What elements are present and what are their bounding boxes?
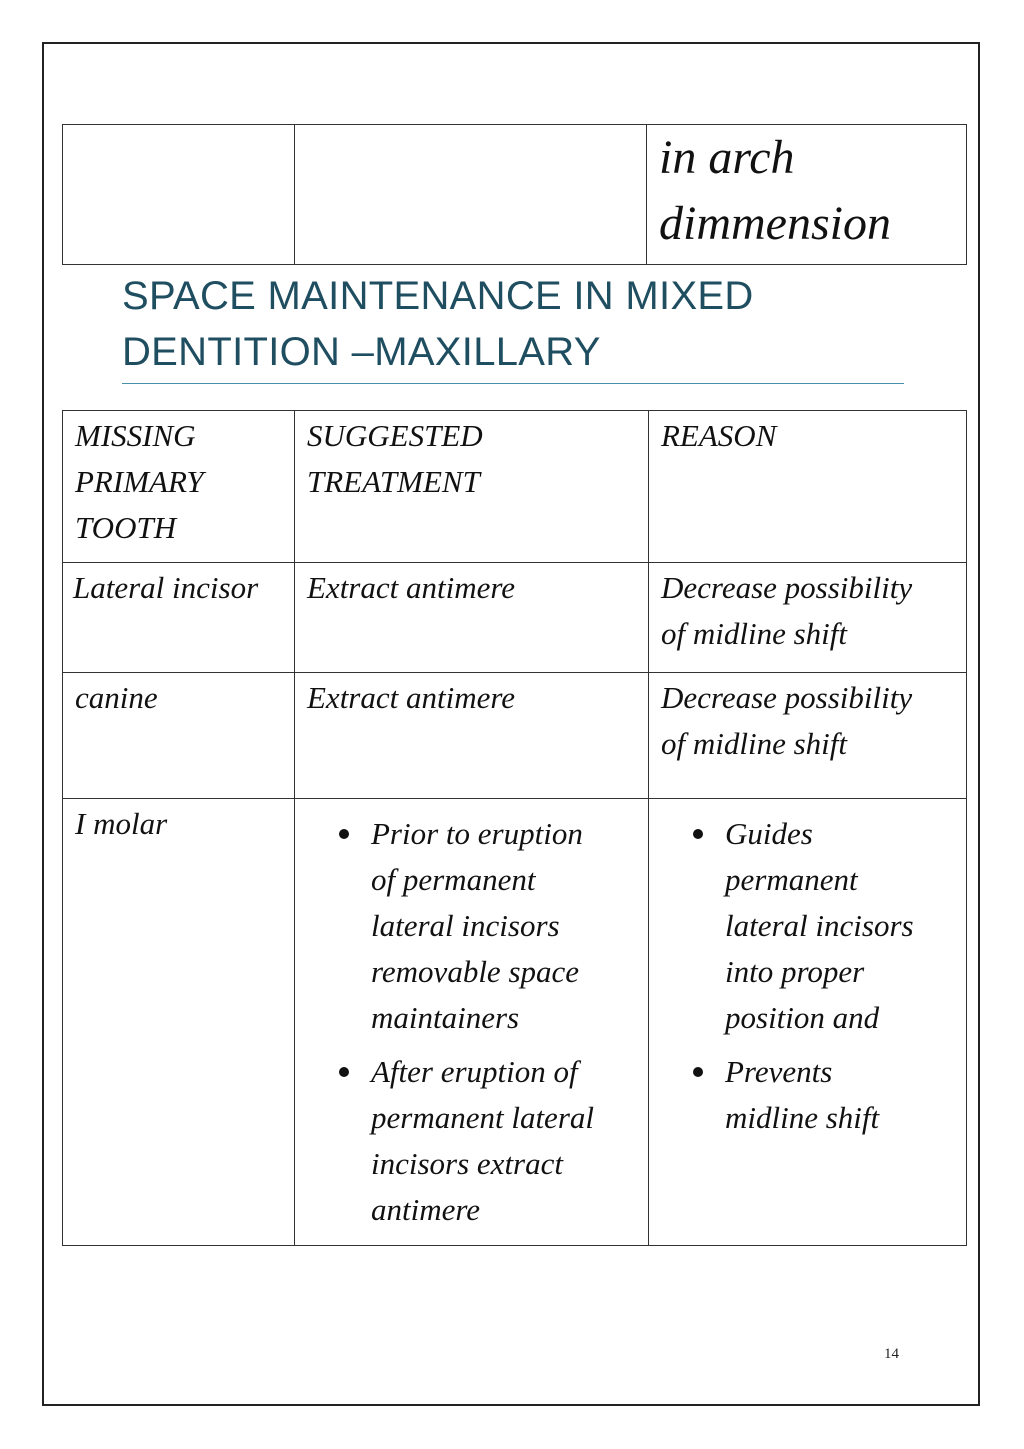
cell-line: position and [725,1000,880,1035]
cell-line: permanent lateral [371,1100,594,1135]
header-line: REASON [661,418,777,453]
reason-cell [649,799,967,1246]
section-title-line: DENTITION –MAXILLARY [122,330,601,374]
list-item [371,1049,638,1233]
space-maintenance-table [62,410,967,1246]
continued-table [62,124,967,265]
cell-line: dimmension [659,197,891,250]
section-title [122,268,922,380]
treatment-cell: Extract antimere [295,563,649,673]
cell-line: maintainers [371,1000,520,1035]
header-reason [649,411,967,563]
header-suggested-treatment [295,411,649,563]
header-line: TOOTH [75,510,177,545]
title-underline [122,383,904,384]
table-row [63,563,967,673]
empty-cell [63,125,295,265]
page-number: 14 [884,1346,899,1362]
tooth-cell: canine [63,673,295,799]
header-line: MISSING [75,418,196,453]
cell-line: incisors extract [371,1146,563,1181]
table-row [63,673,967,799]
cell-line: Decrease possibility [661,570,913,605]
cell-line: into proper [725,954,865,989]
reason-list [661,811,956,1141]
cell-line: of midline shift [661,616,847,651]
empty-cell [295,125,647,265]
cell-line: antimere [371,1192,481,1227]
cell-line: permanent [725,862,858,897]
treatment-cell: Extract antimere [295,673,649,799]
reason-cell [649,673,967,799]
treatment-cell [295,799,649,1246]
cell-line: lateral incisors [371,908,560,943]
reason-cell [649,563,967,673]
cell-line: midline shift [725,1100,880,1135]
table-header-row [63,411,967,563]
list-item [371,811,638,1041]
cell-line: of midline shift [661,726,847,761]
tooth-cell: I molar [63,799,295,1246]
header-line: PRIMARY [75,464,204,499]
section-title-line: SPACE MAINTENANCE IN MIXED [122,274,754,318]
list-item [725,1049,956,1141]
header-line: SUGGESTED [307,418,483,453]
header-line: TREATMENT [307,464,480,499]
continued-reason-cell [647,125,967,265]
header-missing-tooth [63,411,295,563]
cell-line: of permanent [371,862,536,897]
cell-line: removable space [371,954,580,989]
cell-line: After eruption of [371,1054,578,1089]
list-item [725,811,956,1041]
tooth-cell: Lateral incisor [63,563,295,673]
table-row [63,799,967,1246]
table-row [63,125,967,265]
cell-line: lateral incisors [725,908,914,943]
cell-line: Prior to eruption [371,816,583,851]
cell-line: Guides [725,816,813,851]
treatment-list [307,811,638,1233]
cell-line: Prevents [725,1054,833,1089]
cell-line: Decrease possibility [661,680,913,715]
cell-line: in arch [659,131,795,184]
